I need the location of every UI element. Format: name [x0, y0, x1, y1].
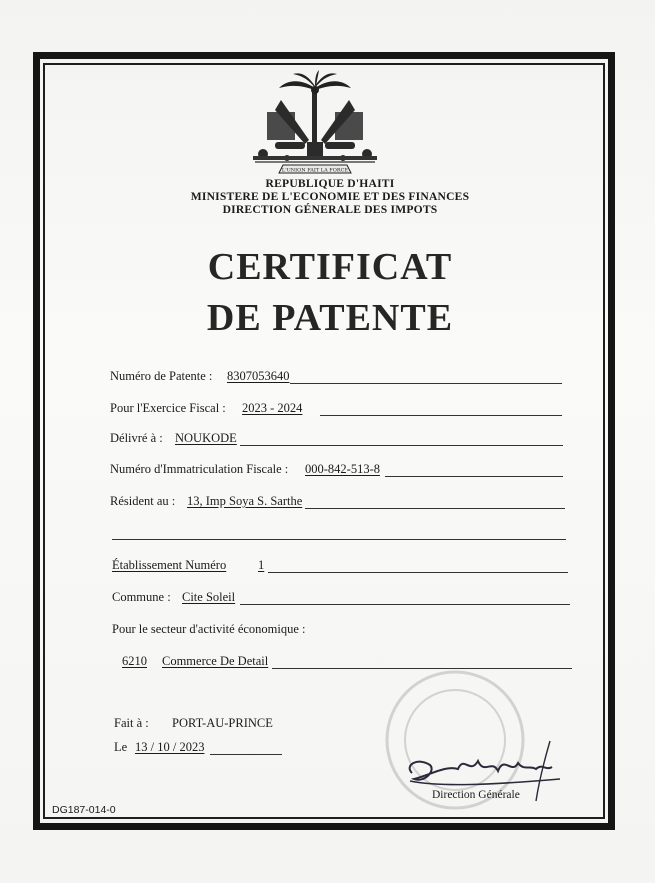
date-value: 13 / 10 / 2023	[135, 740, 205, 754]
resident-label: Résident au :	[110, 494, 176, 508]
resident-underline	[305, 508, 565, 509]
svg-text:L'UNION FAIT LA FORCE: L'UNION FAIT LA FORCE	[281, 167, 349, 174]
issued-to-label: Délivré à :	[110, 431, 163, 445]
coat-of-arms-icon	[245, 70, 385, 180]
commune-label: Commune :	[112, 590, 171, 604]
patent-number-underline	[290, 383, 562, 384]
fiscal-year-underline	[320, 415, 562, 416]
date-label: Le	[114, 740, 128, 754]
commune-underline	[240, 604, 570, 605]
fiscal-year-label: Pour l'Exercice Fiscal :	[110, 401, 226, 415]
issued-to-underline	[240, 445, 563, 446]
place-value: PORT-AU-PRINCE	[172, 716, 273, 730]
establishment-underline	[268, 572, 568, 573]
date-underline	[210, 754, 282, 755]
activity-value: Commerce De Detail	[162, 654, 269, 668]
address-continuation-line	[112, 539, 566, 540]
place-label: Fait à :	[114, 716, 149, 730]
patent-number-value: 8307053640	[227, 369, 290, 383]
title-line-2: DE PATENTE	[206, 297, 454, 339]
ministry-heading: MINISTERE DE L'ECONOMIE ET DES FINANCES	[190, 190, 470, 203]
sector-label: Pour le secteur d'activité économique :	[112, 622, 306, 636]
form-code: DG187-014-0	[52, 804, 116, 816]
resident-value: 13, Imp Soya S. Sarthe	[187, 494, 303, 508]
patent-number-label: Numéro de Patente :	[110, 369, 213, 383]
commune-value: Cite Soleil	[182, 590, 236, 604]
establishment-label: Établissement Numéro	[112, 558, 227, 572]
activity-code: 6210	[122, 654, 147, 668]
fiscal-year-value: 2023 - 2024	[242, 401, 303, 415]
tax-id-underline	[385, 476, 563, 477]
direction-heading: DIRECTION GÉNERALE DES IMPOTS	[222, 203, 438, 216]
signature-label: Direction Générale	[432, 789, 520, 801]
title-line-1: CERTIFICAT	[207, 246, 453, 288]
republic-heading: REPUBLIQUE D'HAITI	[265, 177, 395, 190]
establishment-value: 1	[258, 558, 265, 572]
tax-id-value: 000-842-513-8	[305, 462, 380, 476]
issued-to-value: NOUKODE	[175, 431, 237, 445]
tax-id-label: Numéro d'Immatriculation Fiscale :	[110, 462, 289, 476]
